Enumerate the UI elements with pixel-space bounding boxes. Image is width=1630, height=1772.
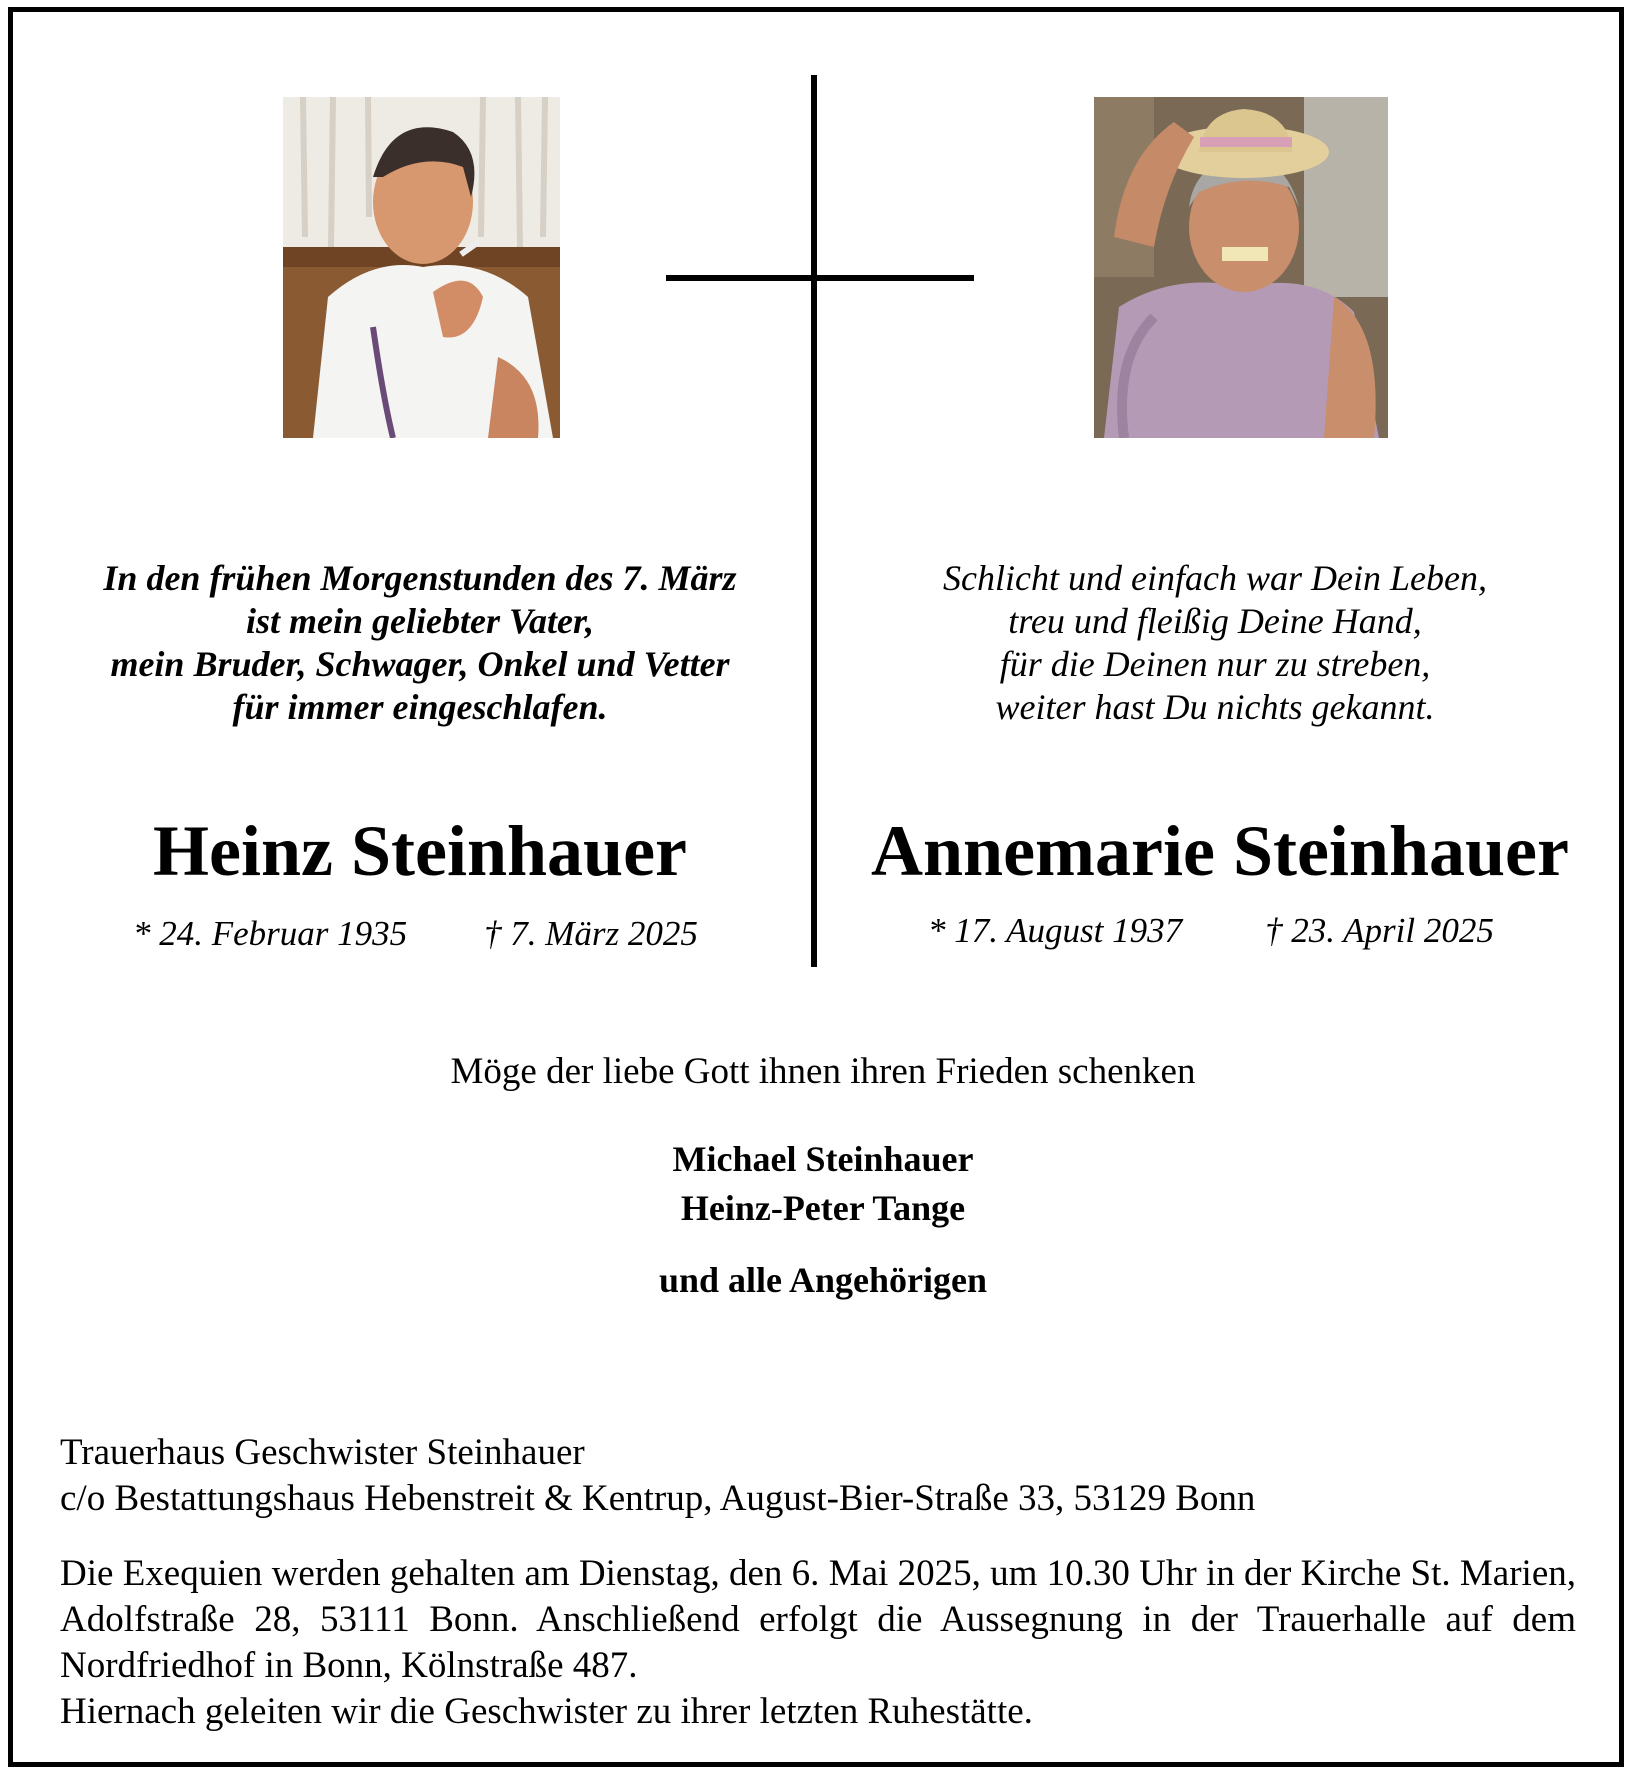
address-line: Trauerhaus Geschwister Steinhauer <box>60 1432 585 1473</box>
closing-line: Hiernach geleiten wir die Geschwister zu ihrer letzten Ruhestätte. <box>60 1691 1033 1732</box>
heinz-death-date: † 7. März 2025 <box>484 914 698 953</box>
right-poem-line: treu und fleißig Deine Hand, <box>1008 601 1422 641</box>
blessing-text: Möge der liebe Gott ihnen ihren Frieden schenken <box>450 1051 1196 1092</box>
deceased-name-annemarie: Annemarie Steinhauer <box>871 811 1569 891</box>
portrait-annemarie <box>1094 97 1388 438</box>
mourner-name: Michael Steinhauer <box>672 1139 974 1179</box>
left-poem-line: für immer eingeschlafen. <box>232 687 608 727</box>
cross-horizontal-bar <box>666 275 974 281</box>
relatives-text: und alle Angehörigen <box>658 1260 988 1300</box>
address-block <box>60 1430 1255 1522</box>
right-poem-line: für die Deinen nur zu streben, <box>999 644 1431 684</box>
portrait-heinz <box>283 97 560 438</box>
service-paragraph: Die Exequien werden gehalten am Dienstag, den 6. Mai 2025, um 10.30 Uhr in der Kirche St. Marien, Adolfstraße 28, 53111 Bonn. Anschließend erfolgt die Aussegnung in der Trauerhalle auf dem Nordfriedhof in Bonn, Kölnstraße 487. <box>60 1553 1576 1686</box>
annemarie-birth-date: * 17. August 1937 <box>928 911 1183 950</box>
right-poem-line: weiter hast Du nichts gekannt. <box>995 687 1435 727</box>
deceased-name-heinz: Heinz Steinhauer <box>153 811 687 891</box>
right-poem-line: Schlicht und einfach war Dein Leben, <box>943 558 1487 598</box>
left-poem <box>40 557 800 729</box>
left-poem-line: mein Bruder, Schwager, Onkel und Vetter <box>110 644 730 684</box>
left-poem-line: ist mein geliebter Vater, <box>246 601 594 641</box>
right-poem <box>835 557 1595 729</box>
heinz-birth-date: * 24. Februar 1935 <box>133 914 408 953</box>
mourner-name: Heinz-Peter Tange <box>680 1188 966 1228</box>
annemarie-death-date: † 23. April 2025 <box>1265 911 1494 950</box>
left-poem-line: In den frühen Morgenstunden des 7. März <box>103 558 737 598</box>
address-line: c/o Bestattungshaus Hebenstreit & Kentrup, August-Bier-Straße 33, 53129 Bonn <box>60 1478 1256 1519</box>
